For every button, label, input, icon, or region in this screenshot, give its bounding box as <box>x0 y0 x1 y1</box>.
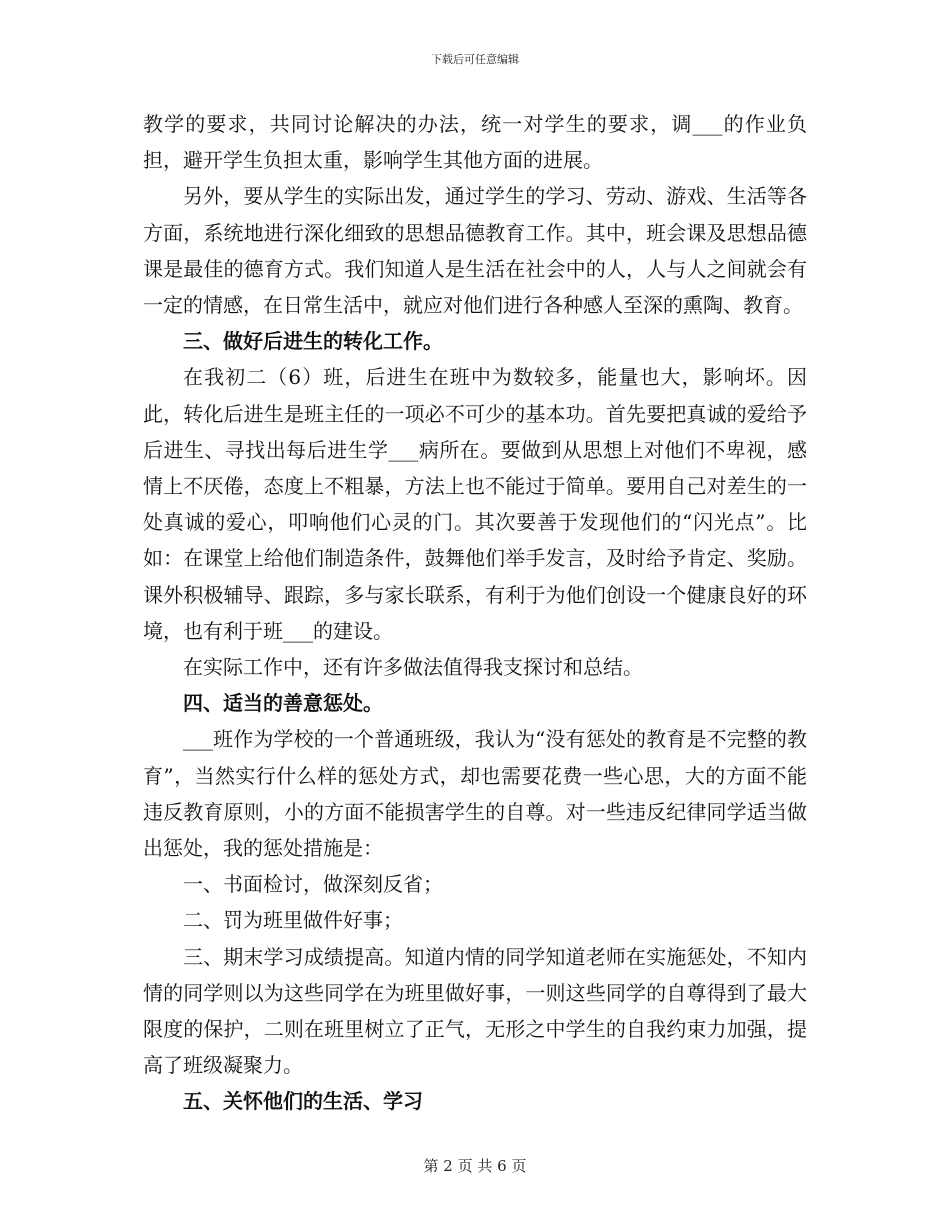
page-footer: 第 2 页 共 6 页 <box>423 1157 527 1175</box>
section-heading-5: 五、关怀他们的生活、学习 <box>183 1089 423 1114</box>
document-body <box>143 106 807 1120</box>
list-item-2: 二、罚为班里做件好事； <box>183 908 403 933</box>
list-item-1: 一、书面检讨，做深刻反省； <box>183 872 443 897</box>
section-heading-4: 四、适当的善意惩处。 <box>183 691 383 716</box>
paragraph-moral-education: 另外，要从学生的实际出发，通过学生的学习、劳动、游戏、生活等各方面，系统地进行深化细致的思想品德教育工作。其中，班会课及思想品德课是最佳的德育方式。我们知道人是生活在社会中的人，人与人之间就会有一定的情感，在日常生活中，就应对他们进行各种感人至深的熏陶、教育。 <box>143 184 807 318</box>
page-header: 下载后可任意编辑 <box>431 53 519 66</box>
list-item-3: 三、期末学习成绩提高。知道内情的同学知道老师在实施惩处，不知内情的同学则以为这些同学在为班里做好事，一则这些同学的自尊得到了最大限度的保护，二则在班里树立了正气，无形之中学生的自我约束力加强，提高了班级凝聚力。 <box>143 944 807 1078</box>
section-heading-3: 三、做好后进生的转化工作。 <box>183 329 443 354</box>
paragraph-underachievers: 在我初二（6）班，后进生在班中为数较多，能量也大，影响坏。因此，转化后进生是班主任的一项必不可少的基本功。首先要把真诚的爱给予后进生、寻找出每后进生学___病所在。要做到从思想上对他们不卑视，感情上不厌倦，态度上不粗暴，方法上也不能过于简单。要用自己对差生的一处真诚的爱心，叩响他们心灵的门。其次要善于发现他们的“闪光点”。比如：在课堂上给他们制造条件，鼓舞他们举手发言，及时给予肯定、奖励。课外积极辅导、跟踪，多与家长联系，有利于为他们创设一个健康良好的环境，也有利于班___的建设。 <box>143 365 807 643</box>
paragraph-continuation: 教学的要求，共同讨论解决的办法，统一对学生的要求，调___的作业负担，避开学生负担太重，影响学生其他方面的进展。 <box>143 112 807 173</box>
paragraph-practice-note: 在实际工作中，还有许多做法值得我支探讨和总结。 <box>183 655 643 680</box>
paragraph-punishment: ___班作为学校的一个普通班级，我认为“没有惩处的教育是不完整的教育”，当然实行什么样的惩处方式，却也需要花费一些心思，大的方面不能违反教育原则，小的方面不能损害学生的自尊。对一些违反纪律同学适当做出惩处，我的惩处措施是： <box>143 727 807 861</box>
